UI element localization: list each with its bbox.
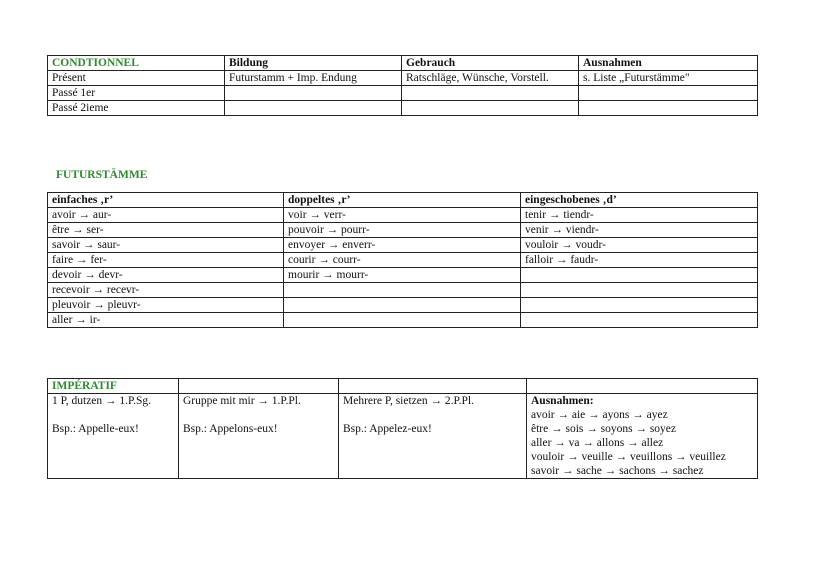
table-cell bbox=[579, 86, 758, 101]
conditionnel-table bbox=[47, 55, 758, 116]
table-header-cell: einfaches ‚r’ bbox=[48, 193, 284, 208]
table-cell bbox=[48, 394, 179, 479]
table-header-cell: doppeltes ‚r’ bbox=[284, 193, 521, 208]
example-text: Bsp.: Appelez-eux! bbox=[343, 423, 432, 435]
table-header-row bbox=[48, 379, 758, 394]
table-row bbox=[48, 253, 758, 268]
table-cell: avoir → aur- bbox=[48, 208, 284, 223]
table-cell: faire → fer- bbox=[48, 253, 284, 268]
table-cell bbox=[284, 298, 521, 313]
table-cell bbox=[225, 101, 402, 116]
table-header-row bbox=[48, 193, 758, 208]
table-cell: courir → courr- bbox=[284, 253, 521, 268]
imperatif-title: IMPÉRATIF bbox=[48, 379, 179, 394]
rule-text: 1 P, dutzen → 1.P.Sg. bbox=[52, 395, 152, 407]
table-row bbox=[48, 394, 758, 479]
table-header-cell bbox=[179, 379, 339, 394]
table-row bbox=[48, 313, 758, 328]
futurstaemme-table bbox=[47, 192, 758, 328]
table-cell bbox=[527, 394, 758, 479]
table-cell: recevoir → recevr- bbox=[48, 283, 284, 298]
table-cell bbox=[521, 283, 758, 298]
example-text: Bsp.: Appelle-eux! bbox=[52, 423, 139, 435]
table-row bbox=[48, 223, 758, 238]
table-cell bbox=[521, 313, 758, 328]
table-cell: Passé 1er bbox=[48, 86, 225, 101]
table-cell: Passé 2ieme bbox=[48, 101, 225, 116]
table-cell: vouloir → voudr- bbox=[521, 238, 758, 253]
table-header-cell bbox=[339, 379, 527, 394]
table-row bbox=[48, 71, 758, 86]
imperatif-table bbox=[47, 378, 758, 479]
exception-line: vouloir → veuille → veuillons → veuillez bbox=[531, 451, 726, 463]
table-cell: pleuvoir → pleuvr- bbox=[48, 298, 284, 313]
table-header-cell: Bildung bbox=[225, 56, 402, 71]
exceptions-heading: Ausnahmen: bbox=[531, 395, 594, 407]
exception-line: aller → va → allons → allez bbox=[531, 437, 664, 449]
table-header-cell bbox=[527, 379, 758, 394]
table-row bbox=[48, 86, 758, 101]
table-cell bbox=[521, 268, 758, 283]
table-cell: Présent bbox=[48, 71, 225, 86]
table-header-cell: CONDTIONNEL bbox=[48, 56, 225, 71]
table-cell: aller → ir- bbox=[48, 313, 284, 328]
table-cell bbox=[579, 101, 758, 116]
table-cell bbox=[284, 313, 521, 328]
table-header-cell: Ausnahmen bbox=[579, 56, 758, 71]
table-row bbox=[48, 101, 758, 116]
rule-text: Gruppe mit mir → 1.P.Pl. bbox=[183, 395, 301, 407]
table-cell bbox=[179, 394, 339, 479]
table-cell bbox=[402, 86, 579, 101]
table-cell: s. Liste „Futurstämme" bbox=[579, 71, 758, 86]
table-cell: voir → verr- bbox=[284, 208, 521, 223]
table-header-row bbox=[48, 56, 758, 71]
table-cell: devoir → devr- bbox=[48, 268, 284, 283]
exception-line: savoir → sache → sachons → sachez bbox=[531, 465, 704, 477]
exception-line: être → sois → soyons → soyez bbox=[531, 423, 677, 435]
table-cell: envoyer → enverr- bbox=[284, 238, 521, 253]
table-cell: pouvoir → pourr- bbox=[284, 223, 521, 238]
table-cell bbox=[402, 101, 579, 116]
example-text: Bsp.: Appelons-eux! bbox=[183, 423, 278, 435]
table-cell: être → ser- bbox=[48, 223, 284, 238]
table-row bbox=[48, 238, 758, 253]
table-row bbox=[48, 268, 758, 283]
table-cell bbox=[225, 86, 402, 101]
table-row bbox=[48, 208, 758, 223]
table-header-cell: Gebrauch bbox=[402, 56, 579, 71]
futurstaemme-title: FUTURSTÄMME bbox=[56, 169, 148, 181]
table-cell: savoir → saur- bbox=[48, 238, 284, 253]
table-row bbox=[48, 298, 758, 313]
table-cell: falloir → faudr- bbox=[521, 253, 758, 268]
table-cell: tenir → tiendr- bbox=[521, 208, 758, 223]
table-cell: mourir → mourr- bbox=[284, 268, 521, 283]
table-cell: Futurstamm + Imp. Endung bbox=[225, 71, 402, 86]
exception-line: avoir → aie → ayons → ayez bbox=[531, 409, 668, 421]
table-cell: Ratschläge, Wünsche, Vorstell. bbox=[402, 71, 579, 86]
table-header-cell: eingeschobenes ‚d’ bbox=[521, 193, 758, 208]
table-cell: venir → viendr- bbox=[521, 223, 758, 238]
table-row bbox=[48, 283, 758, 298]
table-cell bbox=[339, 394, 527, 479]
table-cell bbox=[521, 298, 758, 313]
rule-text: Mehrere P, sietzen → 2.P.Pl. bbox=[343, 395, 474, 407]
table-cell bbox=[284, 283, 521, 298]
